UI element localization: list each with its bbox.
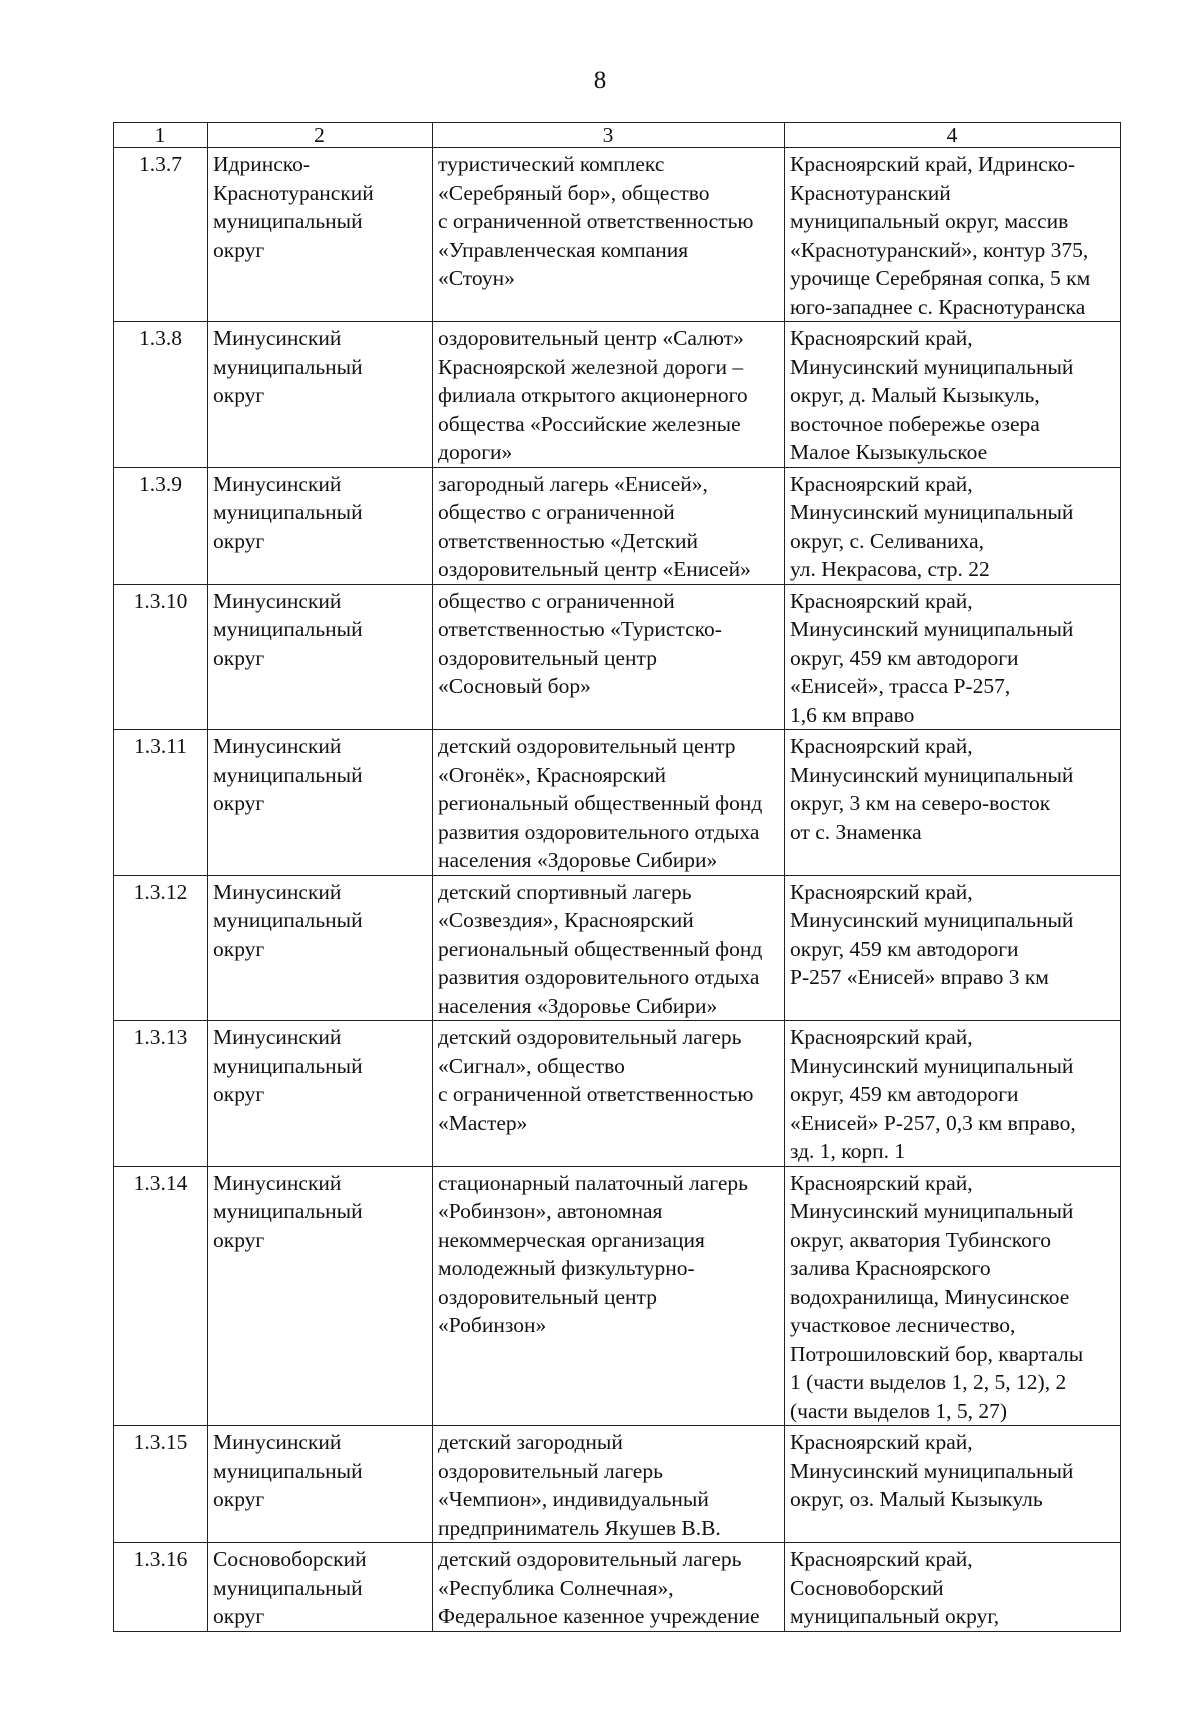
address-line: Красноярский край, <box>790 588 973 613</box>
organization-cell <box>433 1021 785 1167</box>
table-header-row <box>114 123 1121 148</box>
address-line: Малое Кызыкульское <box>790 440 988 464</box>
district-line: округ <box>213 936 265 961</box>
address-line: зд. 1, корп. 1 <box>790 1139 906 1163</box>
row-number-cell: 1.3.15 <box>114 1426 208 1543</box>
address-line: Минусинский муниципальный <box>790 762 1074 787</box>
district-line: муниципальный <box>213 500 363 524</box>
organization-line: «Огонёк», Красноярский <box>438 762 666 787</box>
address-line: Красноярский край, Идринско- <box>790 152 1076 176</box>
address-line: округ, 459 км автодороги <box>790 1082 1019 1106</box>
organization-line: «Республика Солнечная», <box>438 1575 674 1600</box>
district-line: Минусинский <box>213 879 342 904</box>
address-line: Красноярский край, <box>790 1547 973 1571</box>
row-number-cell: 1.3.7 <box>114 148 208 322</box>
organization-line: детский оздоровительный центр <box>438 734 736 758</box>
table-row <box>114 730 1121 876</box>
organization-cell <box>433 1166 785 1426</box>
address-cell <box>785 730 1121 876</box>
table-row <box>114 875 1121 1021</box>
organization-line: населения «Здоровье Сибири» <box>438 993 718 1018</box>
address-line: муниципальный округ, массив <box>790 209 1069 233</box>
address-line: Красноярский край, <box>790 879 973 904</box>
organization-line: дороги» <box>438 440 513 464</box>
address-cell <box>785 1021 1121 1167</box>
address-line: Р-257 «Енисей» вправо 3 км <box>790 965 1049 989</box>
address-line: округ, д. Малый Кызыкуль, <box>790 383 1040 407</box>
organization-cell <box>433 875 785 1021</box>
address-line: от с. Знаменка <box>790 819 922 844</box>
address-line: округ, 3 км на северо-восток <box>790 791 1051 815</box>
address-line: округ, 459 км автодороги <box>790 936 1019 961</box>
organization-line: «Серебряный бор», общество <box>438 180 710 205</box>
organization-line: загородный лагерь «Енисей», <box>438 471 708 496</box>
column-header: 4 <box>785 123 1121 148</box>
address-line: Минусинский муниципальный <box>790 617 1074 641</box>
table-row <box>114 148 1121 322</box>
district-cell <box>208 875 433 1021</box>
table-row <box>114 1166 1121 1426</box>
table-row <box>114 584 1121 730</box>
address-cell <box>785 1166 1121 1426</box>
row-number-cell: 1.3.14 <box>114 1166 208 1426</box>
address-line: Минусинский муниципальный <box>790 908 1074 932</box>
organization-line: предприниматель Якушев В.В. <box>438 1515 721 1540</box>
organization-line: «Сосновый бор» <box>438 674 591 698</box>
address-line: «Енисей», трасса Р-257, <box>790 674 1011 698</box>
district-line: муниципальный <box>213 209 363 233</box>
address-line: «Краснотуранский», контур 375, <box>790 237 1089 262</box>
organization-line: детский загородный <box>438 1430 623 1454</box>
address-cell <box>785 467 1121 584</box>
address-cell <box>785 584 1121 730</box>
organization-cell <box>433 467 785 584</box>
address-line: Минусинский муниципальный <box>790 1053 1074 1078</box>
address-line: восточное побережье озера <box>790 411 1040 436</box>
organization-cell <box>433 322 785 468</box>
organization-line: оздоровительный центр <box>438 645 657 670</box>
organization-line: «Управленческая компания <box>438 237 689 262</box>
address-line: Краснотуранский <box>790 180 951 205</box>
row-number-cell: 1.3.12 <box>114 875 208 1021</box>
organization-line: туристический комплекс <box>438 152 665 176</box>
address-cell <box>785 1426 1121 1543</box>
address-line: участковое лесничество, <box>790 1313 1016 1337</box>
address-line: Минусинский муниципальный <box>790 500 1074 524</box>
row-number-cell: 1.3.11 <box>114 730 208 876</box>
address-cell <box>785 1543 1121 1632</box>
district-cell <box>208 148 433 322</box>
organization-line: региональный общественный фонд <box>438 936 763 961</box>
organization-line: с ограниченной ответственностью <box>438 1082 754 1106</box>
address-line: Сосновоборский <box>790 1575 944 1600</box>
district-line: муниципальный <box>213 617 363 641</box>
district-line: округ <box>213 237 265 262</box>
district-line: Минусинский <box>213 471 342 496</box>
organization-line: оздоровительный лагерь <box>438 1458 663 1483</box>
organization-line: детский оздоровительный лагерь <box>438 1025 742 1049</box>
organization-line: Красноярской железной дороги – <box>438 354 744 379</box>
organization-line: «Мастер» <box>438 1110 528 1135</box>
district-line: Идринско- <box>213 152 311 176</box>
address-line: юго-западнее с. Краснотуранска <box>790 294 1086 319</box>
address-line: округ, с. Селиваниха, <box>790 528 985 553</box>
district-cell <box>208 1021 433 1167</box>
organization-line: детский спортивный лагерь <box>438 879 692 904</box>
address-line: Потрошиловский бор, кварталы <box>790 1341 1084 1366</box>
district-line: Минусинский <box>213 1025 342 1049</box>
district-line: Минусинский <box>213 1430 342 1454</box>
organization-line: развития оздоровительного отдыха <box>438 819 760 844</box>
table-row <box>114 1426 1121 1543</box>
table-row <box>114 322 1121 468</box>
table-row <box>114 1543 1121 1632</box>
organization-line: оздоровительный центр «Салют» <box>438 326 744 350</box>
organization-line: оздоровительный центр «Енисей» <box>438 557 751 581</box>
organization-line: ответственностью «Туристско- <box>438 617 722 641</box>
district-line: Краснотуранский <box>213 180 374 205</box>
address-line: Красноярский край, <box>790 1170 973 1195</box>
address-line: Минусинский муниципальный <box>790 1199 1074 1223</box>
address-line: округ, акватория Тубинского <box>790 1227 1051 1252</box>
address-line: урочище Серебряная сопка, 5 км <box>790 266 1091 290</box>
table-row <box>114 467 1121 584</box>
district-cell <box>208 1166 433 1426</box>
district-line: Сосновоборский <box>213 1547 367 1571</box>
district-line: муниципальный <box>213 762 363 787</box>
district-line: округ <box>213 528 265 553</box>
district-line: Минусинский <box>213 326 342 350</box>
address-line: ул. Некрасова, стр. 22 <box>790 557 990 581</box>
address-line: округ, 459 км автодороги <box>790 645 1019 670</box>
district-cell <box>208 467 433 584</box>
organization-line: оздоровительный центр <box>438 1284 657 1309</box>
address-line: Красноярский край, <box>790 1025 973 1049</box>
address-line: Красноярский край, <box>790 1430 973 1454</box>
district-line: муниципальный <box>213 1053 363 1078</box>
table-row <box>114 1021 1121 1167</box>
organization-line: населения «Здоровье Сибири» <box>438 848 718 872</box>
address-line: округ, оз. Малый Кызыкуль <box>790 1487 1043 1511</box>
address-line: 1,6 км вправо <box>790 702 915 727</box>
organization-line: молодежный физкультурно- <box>438 1256 695 1280</box>
district-cell <box>208 322 433 468</box>
organization-line: детский оздоровительный лагерь <box>438 1547 742 1571</box>
organization-line: «Робинзон» <box>438 1313 547 1337</box>
organization-cell <box>433 1543 785 1632</box>
column-header: 2 <box>208 123 433 148</box>
district-line: Минусинский <box>213 1170 342 1195</box>
address-line: водохранилища, Минусинское <box>790 1284 1070 1309</box>
district-line: муниципальный <box>213 908 363 932</box>
address-line: «Енисей» Р-257, 0,3 км вправо, <box>790 1110 1076 1135</box>
address-line: 1 (части выделов 1, 2, 5, 12), 2 <box>790 1370 1067 1394</box>
organization-line: некоммерческая организация <box>438 1227 705 1252</box>
organization-line: «Робинзон», автономная <box>438 1199 663 1223</box>
organization-line: общества «Российские железные <box>438 411 741 436</box>
district-cell <box>208 1543 433 1632</box>
address-line: Красноярский край, <box>790 471 973 496</box>
organization-line: с ограниченной ответственностью <box>438 209 754 233</box>
page-number: 8 <box>593 67 607 94</box>
address-line: Минусинский муниципальный <box>790 354 1074 379</box>
organization-line: Федеральное казенное учреждение <box>438 1604 760 1628</box>
organization-line: общество с ограниченной <box>438 588 675 613</box>
district-line: округ <box>213 383 265 407</box>
district-line: округ <box>213 1604 265 1628</box>
row-number-cell: 1.3.9 <box>114 467 208 584</box>
district-line: округ <box>213 645 265 670</box>
district-line: округ <box>213 791 265 815</box>
address-line: Красноярский край, <box>790 326 973 350</box>
organization-line: стационарный палаточный лагерь <box>438 1170 748 1195</box>
organization-cell <box>433 148 785 322</box>
district-line: округ <box>213 1487 265 1511</box>
district-line: округ <box>213 1227 265 1252</box>
address-cell <box>785 148 1121 322</box>
camps-table <box>113 122 1121 1632</box>
district-line: муниципальный <box>213 1458 363 1483</box>
address-line: залива Красноярского <box>790 1256 991 1280</box>
district-line: муниципальный <box>213 1575 363 1600</box>
organization-line: «Стоун» <box>438 266 515 290</box>
district-cell <box>208 584 433 730</box>
column-header: 1 <box>114 123 208 148</box>
organization-line: «Сигнал», общество <box>438 1053 625 1078</box>
address-line: (части выделов 1, 5, 27) <box>790 1398 1008 1423</box>
row-number-cell: 1.3.10 <box>114 584 208 730</box>
column-header: 3 <box>433 123 785 148</box>
district-line: Минусинский <box>213 734 342 758</box>
organization-line: филиала открытого акционерного <box>438 383 748 407</box>
address-cell <box>785 322 1121 468</box>
row-number-cell: 1.3.16 <box>114 1543 208 1632</box>
organization-line: ответственностью «Детский <box>438 528 698 553</box>
organization-line: «Созвездия», Красноярский <box>438 908 694 932</box>
organization-cell <box>433 584 785 730</box>
organization-line: «Чемпион», индивидуальный <box>438 1487 709 1511</box>
district-cell <box>208 1426 433 1543</box>
organization-line: общество с ограниченной <box>438 500 675 524</box>
district-line: муниципальный <box>213 1199 363 1223</box>
district-line: Минусинский <box>213 588 342 613</box>
district-line: муниципальный <box>213 354 363 379</box>
organization-line: региональный общественный фонд <box>438 791 763 815</box>
address-line: Красноярский край, <box>790 734 973 758</box>
row-number-cell: 1.3.8 <box>114 322 208 468</box>
address-line: муниципальный округ, <box>790 1604 1000 1628</box>
district-cell <box>208 730 433 876</box>
address-cell <box>785 875 1121 1021</box>
organization-cell <box>433 1426 785 1543</box>
organization-cell <box>433 730 785 876</box>
address-line: Минусинский муниципальный <box>790 1458 1074 1483</box>
district-line: округ <box>213 1082 265 1106</box>
organization-line: развития оздоровительного отдыха <box>438 965 760 989</box>
row-number-cell: 1.3.13 <box>114 1021 208 1167</box>
